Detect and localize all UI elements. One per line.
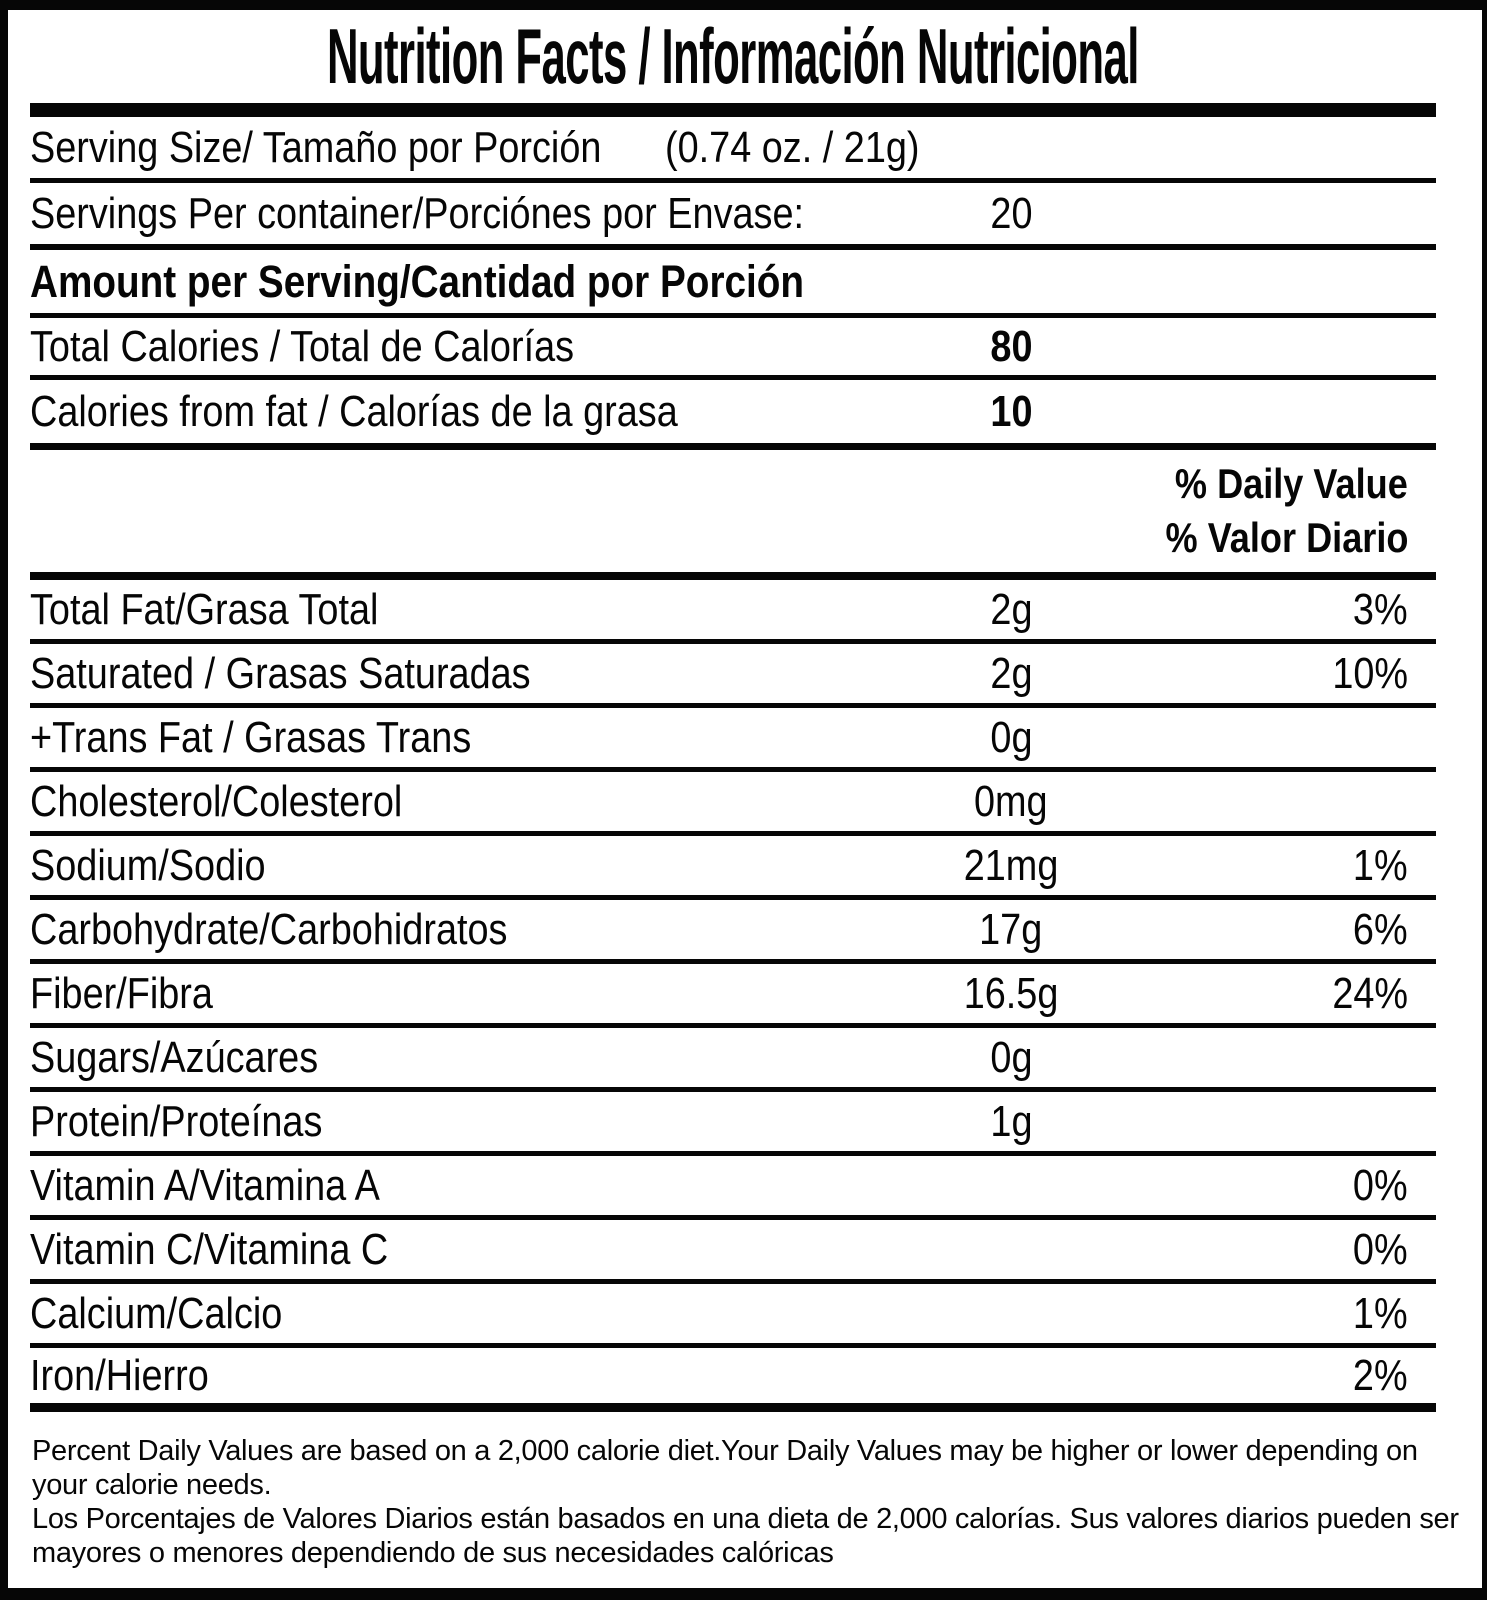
nutrient-label: Sugars/Azúcares bbox=[30, 1032, 319, 1082]
nutrient-row-fiber bbox=[30, 964, 1436, 1028]
amount-per-serving-header-row bbox=[30, 250, 1436, 318]
nutrient-label: Fiber/Fibra bbox=[30, 968, 213, 1018]
daily-value-header bbox=[30, 450, 1436, 580]
nutrient-value: 0mg bbox=[974, 776, 1048, 826]
total-calories-value: 80 bbox=[989, 321, 1033, 371]
nutrient-row-cholesterol bbox=[30, 772, 1436, 836]
daily-value-header-spanish: % Valor Diario bbox=[1165, 514, 1408, 562]
nutrient-percent: 1% bbox=[1353, 1288, 1408, 1338]
nutrient-value: 2g bbox=[989, 584, 1033, 634]
nutrient-row-iron bbox=[30, 1348, 1436, 1412]
nutrient-row-total-fat bbox=[30, 580, 1436, 644]
nutrient-percent: 0% bbox=[1353, 1160, 1408, 1210]
nutrient-label: Saturated / Grasas Saturadas bbox=[30, 648, 531, 698]
serving-size-row bbox=[30, 117, 1436, 183]
nutrient-value: 1g bbox=[989, 1096, 1033, 1146]
serving-size-label: Serving Size/ Tamaño por Porción bbox=[30, 122, 602, 172]
nutrient-label: Sodium/Sodio bbox=[30, 840, 266, 890]
nutrient-label: Protein/Proteínas bbox=[30, 1096, 323, 1146]
nutrient-row-protein bbox=[30, 1092, 1436, 1156]
nutrient-label: Vitamin A/Vitamina A bbox=[30, 1160, 380, 1210]
nutrient-row-trans-fat bbox=[30, 708, 1436, 772]
total-calories-label: Total Calories / Total de Calorías bbox=[30, 321, 575, 371]
nutrient-percent: 24% bbox=[1332, 968, 1408, 1018]
nutrient-value: 21mg bbox=[963, 840, 1059, 890]
nutrient-value: 0g bbox=[989, 712, 1033, 762]
label-header bbox=[30, 10, 1436, 103]
nutrient-percent: 10% bbox=[1332, 648, 1408, 698]
nutrient-value: 17g bbox=[979, 904, 1043, 954]
servings-per-container-value: 20 bbox=[989, 188, 1033, 238]
nutrient-label: Vitamin C/Vitamina C bbox=[30, 1224, 389, 1274]
label-inner bbox=[8, 10, 1482, 1588]
nutrient-row-calcium bbox=[30, 1284, 1436, 1348]
daily-value-header-english: % Daily Value bbox=[1175, 459, 1408, 507]
footnote-spanish: Los Porcentajes de Valores Diarios están basados en una dieta de 2,000 calorías. Sus valores diarios pueden ser mayores o menores dependiendo de sus necesidades calóricas bbox=[32, 1503, 1459, 1569]
servings-per-container-row bbox=[30, 183, 1436, 250]
nutrient-row-sodium bbox=[30, 836, 1436, 900]
calories-from-fat-label: Calories from fat / Calorías de la grasa bbox=[30, 386, 678, 436]
calories-from-fat-value: 10 bbox=[989, 386, 1033, 436]
nutrient-row-vitamin-c bbox=[30, 1220, 1436, 1284]
nutrient-percent: 2% bbox=[1353, 1350, 1408, 1400]
nutrient-label: Carbohydrate/Carbohidratos bbox=[30, 904, 508, 954]
nutrient-value: 16.5g bbox=[963, 968, 1059, 1018]
title-divider-bar bbox=[30, 103, 1436, 117]
nutrient-row-sugars bbox=[30, 1028, 1436, 1092]
nutrient-row-carbohydrate bbox=[30, 900, 1436, 964]
nutrient-row-saturated-fat bbox=[30, 644, 1436, 708]
calories-from-fat-row bbox=[30, 380, 1436, 450]
nutrient-label: Total Fat/Grasa Total bbox=[30, 584, 379, 634]
nutrient-label: Calcium/Calcio bbox=[30, 1288, 283, 1338]
nutrient-percent: 6% bbox=[1353, 904, 1408, 954]
nutrient-label: Cholesterol/Colesterol bbox=[30, 776, 403, 826]
nutrient-label: +Trans Fat / Grasas Trans bbox=[30, 712, 472, 762]
footnote bbox=[30, 1412, 1472, 1570]
serving-size-value: (0.74 oz. / 21g) bbox=[665, 122, 920, 172]
nutrient-row-vitamin-a bbox=[30, 1156, 1436, 1220]
label-title: Nutrition Facts / Información Nutricional bbox=[327, 12, 1139, 100]
footnote-english: Percent Daily Values are based on a 2,000 calorie diet.Your Daily Values may be higher or lower depending on your calorie needs. bbox=[32, 1435, 1418, 1501]
nutrient-percent: 0% bbox=[1353, 1224, 1408, 1274]
total-calories-row bbox=[30, 318, 1436, 380]
amount-per-serving-header: Amount per Serving/Cantidad por Porción bbox=[30, 256, 805, 307]
servings-per-container-label: Servings Per container/Porciónes por Envase: bbox=[30, 188, 805, 238]
nutrient-percent: 3% bbox=[1353, 584, 1408, 634]
nutrient-value: 0g bbox=[989, 1032, 1033, 1082]
nutrient-label: Iron/Hierro bbox=[30, 1350, 209, 1400]
nutrient-value: 2g bbox=[989, 648, 1033, 698]
nutrient-percent: 1% bbox=[1353, 840, 1408, 890]
